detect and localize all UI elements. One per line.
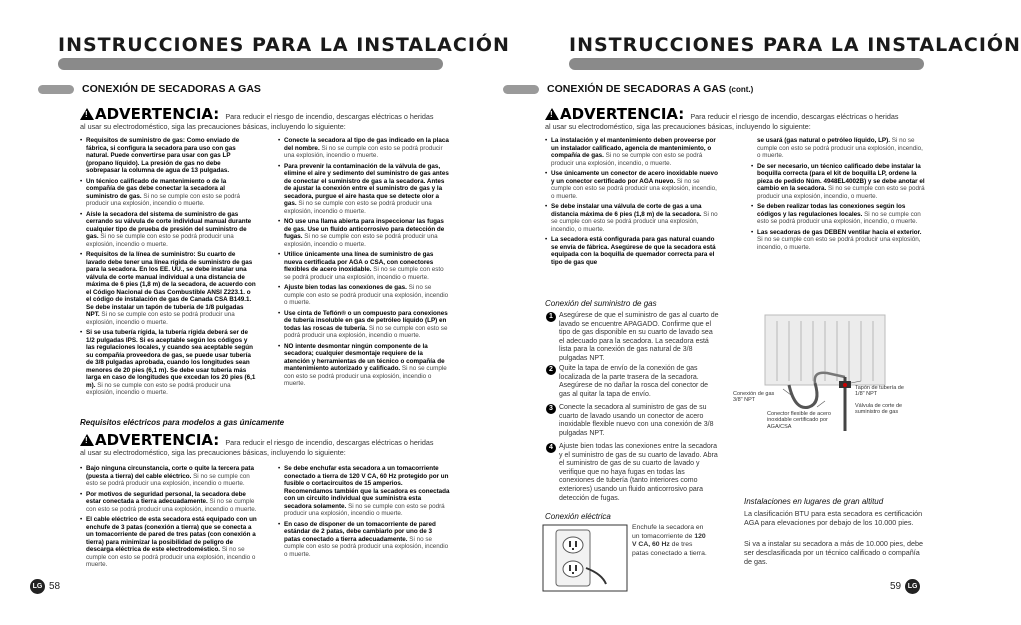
- list-item: [80, 329, 256, 397]
- list-item: [80, 251, 256, 326]
- list-item-bold: Para prevenir la contaminación de la válvula de gas, elimine el aire y sedimento del suministro de gas antes de conectar el suministro de gas a la secadora. Antes de ajustar la conexión entre el suministro de gas y la secadora, purgue el aire hasta que se detecte olor a gas.: [284, 162, 449, 207]
- section-heading: [38, 83, 261, 95]
- list-item-text: Si no se cumple con esto se podrá producir una explosión, incendio o muerte.: [284, 324, 448, 339]
- step-1: [549, 312, 719, 364]
- electric-text: [632, 524, 707, 558]
- page-title: INSTRUCCIONES PARA LA INSTALACIÓN: [569, 34, 1021, 56]
- step-text: Ajuste bien todas las conexiones entre la secadora y el suministro de gas de su cuarto de lavado. Abra el suministro de gas de su cuarto de lavado y verifique que no haya fugas en todas las conexiones de tubería (tanto interiores como exteriores) usando un fluido anticorrosivo para detección de fugas.: [559, 443, 718, 502]
- label-shutoff-valve: Válvula de corte de suministro de gas: [855, 403, 903, 416]
- step-number: 4: [546, 443, 556, 453]
- step-number: 3: [546, 404, 556, 414]
- lg-logo: LG: [905, 579, 920, 594]
- list-item: [278, 310, 450, 340]
- list-item: [80, 178, 256, 208]
- page-title: INSTRUCCIONES PARA LA INSTALACIÓN: [58, 34, 510, 56]
- list-item-bold: Se debe instalar una válvula de corte de gas a una distancia máxima de 6 pies (1,8 m) de la secadora.: [551, 203, 702, 218]
- list-item-text: Si no se cumple con esto se podrá producir una explosión, incendio, o muerte.: [551, 210, 718, 233]
- list-item-text: Si no se cumple con esto se podrá producir una explosión, incendio o muerte.: [86, 381, 231, 396]
- page-number: [30, 579, 60, 594]
- list-item-text: Si no se cumple con esto se podrá producir una explosión, incendio, o muerte.: [757, 236, 921, 251]
- list-item-bold: Se debe enchufar esta secadora a un tomacorriente conectado a tierra de 120 V CA, 60 Hz protegido por un fusible o cortacircuitos de 15 amperios. Recomendamos también que la secadora es conectada con un circuito individual que suministra esta secadora solamente.: [284, 465, 450, 510]
- list-item-text: Si no se cumple con esto se podrá producir una explosión, incendio o muerte.: [284, 284, 449, 306]
- list-item-text: Si no se cumple con esto se podrá producir una explosión, incendio o muerte.: [86, 498, 257, 513]
- altitude-heading: Instalaciones en lugares de gran altitud: [744, 497, 884, 506]
- list-item: [545, 170, 721, 200]
- continued-bold: se usará (gas natural o petróleo líquido, LP).: [757, 137, 890, 144]
- warning-text: Para reducir el riesgo de incendio, descargas eléctricas o heridas al usar su electrodoméstico, siga las precauciones básicas, incluyendo lo siguiente:: [545, 112, 899, 131]
- label-pipe-plug: Tapón de tubería de 1/8" NPT: [855, 385, 904, 398]
- list-item: [278, 521, 450, 559]
- list-item-bold: Bajo ninguna circunstancia, corte o quite la tercera pata (puesta a tierra) del cable eléctrico.: [86, 465, 254, 480]
- step-2: [549, 365, 719, 399]
- list-item-bold: Se deben realizar todas las conexiones según los códigos y las regulaciones locales.: [757, 203, 906, 218]
- step-text: Asegúrese de que el suministro de gas al cuarto de lavado se encuentre APAGADO. Confirme que el tipo de gas disponible en su cuarto de lavado sea el adecuado para la secadora. La secadora está lista para la conexión de gas natural de 3/8 pulgadas NPT.: [559, 312, 719, 362]
- list-item-bold: El cable eléctrico de esta secadora está equipado con un enchufe de 3 patas (conexión a tierra) que se conecta a un tomacorriente de pared de tres patas (con conexión a tierra) para minimizar la posibilidad de peligro de descarga eléctrica de este electrodoméstico.: [86, 516, 257, 553]
- list-item: [80, 211, 256, 249]
- list-item-bold: Utilice únicamente una línea de suministro de gas nueva certificada por AGA o CSA, con conectores flexibles de acero inoxidable.: [284, 251, 434, 273]
- altitude-paragraph-2: Si va a instalar su secadora a más de 10.000 pies, debe ser desclasificada por un técnico calificado o compañía de gas.: [744, 539, 923, 566]
- list-item: [80, 491, 258, 514]
- warning-block: [545, 105, 905, 131]
- step-3: [549, 404, 719, 438]
- section-heading: [503, 83, 753, 95]
- continued-rest: Si no se cumple con esto se podrá producir una explosión, incendio, o muerte.: [757, 137, 923, 159]
- continued-item: [751, 137, 927, 160]
- outlet-icon: [542, 524, 628, 592]
- warning-text: Para reducir el riesgo de incendio, descargas eléctricas o heridas al usar su electrodoméstico, siga las precauciones básicas, incluyendo lo siguiente:: [80, 112, 434, 131]
- label-flex-connector: Conector flexible de acero inoxidable certificado por AGA/CSA: [767, 411, 831, 430]
- section-title: CONEXIÓN DE SECADORAS A GAS: [82, 83, 261, 95]
- list-item-bold: Las secadoras de gas DEBEN ventilar hacia el exterior.: [757, 228, 922, 236]
- list-item: [545, 137, 721, 167]
- list-item-bold: De ser necesario, un técnico calificado debe instalar la boquilla correcta (para el kit de boquilla LP, ordene la pieza de pedido Núm. 4948EL4002B) y se debe anotar el cambio en la secadora.: [757, 162, 925, 192]
- list-item: [545, 203, 721, 233]
- list-item-bold: En caso de disponer de un tomacorriente de pared estándar de 2 patas, debe cambiarlo por uno de 3 patas conectado a tierra adecuadamente.: [284, 520, 436, 543]
- electric-text-bold: 120 V CA, 60 Hz: [632, 532, 706, 548]
- label-gas-connection: Conexión de gas 3/8" NPT: [733, 391, 775, 404]
- electrical-heading: Requisitos eléctricos para modelos a gas únicamente: [80, 418, 285, 427]
- list-item-bold: Requisitos de suministro de gas: Como enviado de fábrica, si configura la secadora para uso con gas natural. Puede convertirse para usar con gas LP (propano líquido). La presión de gas no debe sobrepasar la columna de agua de 13 pulgadas.: [86, 137, 240, 174]
- electric-text-2: de tres patas conectado a tierra.: [632, 541, 707, 557]
- outlet-illustration: [542, 524, 628, 592]
- list-item-text: Si no se cumple con esto se podrá producir una explosión, incendio o muerte.: [86, 546, 256, 568]
- list-item: [751, 203, 927, 226]
- electrical-list-left: [80, 465, 258, 572]
- list-item-bold: NO intente desmontar ningún componente de la secadora; cualquier desmontaje requiere de la atención y herramientas de un técnico o compañía de mantenimiento autorizado y calificado.: [284, 342, 445, 372]
- section-pill: [38, 85, 74, 94]
- list-item-bold: Ajuste bien todas las conexiones de gas.: [284, 284, 407, 291]
- list-item-text: Si no se cumple con esto se podrá producir una explosión, incendio o muerte.: [284, 233, 438, 248]
- list-item: [278, 137, 450, 160]
- step-number: 2: [546, 365, 556, 375]
- list-item-bold: Si se usa tubería rígida, la tubería rígida deberá ser de 1/2 pulgadas IPS. Si es aceptable según los códigos y las regulaciones locales, y cuando sea aceptable según su compañía proveedora de gas, se puede usar tubería de 3/8 pulgadas aprobada, cuando los longitudes sean menores de 20 pies (6,1 m). Se debe usar tubería más larga en caso de longitudes que excedan los 20 pies (6,1 m).: [86, 329, 256, 389]
- warning-block-2: [80, 431, 440, 457]
- list-item-bold: NO use una llama abierta para inspeccionar las fugas de gas. Use un fluido anticorrosivo para detección de fugas.: [284, 218, 445, 240]
- warning-heading: ADVERTENCIA:: [560, 105, 685, 123]
- step-number: 1: [546, 312, 556, 322]
- list-item-bold: La instalación y el mantenimiento deben proveerse por un instalador calificado, agencia de mantenimiento, o compañía de gas.: [551, 137, 716, 159]
- list-item-bold: Use únicamente un conector de acero inoxidable nuevo y un conector certificado por AGA nuevo.: [551, 170, 718, 185]
- list-item-bold: Conecte la secadora al tipo de gas indicado en la placa del nombre.: [284, 137, 449, 152]
- warning-list-left: [545, 137, 721, 269]
- page-number: [890, 579, 920, 594]
- section-title: [547, 83, 753, 95]
- list-item: [278, 343, 450, 388]
- warning-list-right: [278, 137, 450, 391]
- list-item: [278, 465, 450, 518]
- list-item-text: Si no se cumple con esto se podrá producir una explosión, incendio o muerte.: [86, 233, 234, 248]
- step-text: Conecte la secadora al suministro de gas de su cuarto de lavado usando un conector de acero inoxidable flexible nuevo con una conexión de 3/8 pulgadas NPT.: [559, 404, 714, 437]
- page-number-text: 59: [890, 581, 902, 592]
- warning-block: [80, 105, 440, 131]
- list-item-text: Si no se cumple con esto se podrá producir una explosión, incendio o muerte.: [284, 144, 443, 159]
- page-number-text: 58: [49, 581, 61, 592]
- warning-text: Para reducir el riesgo de incendio, descargas eléctricas o heridas al usar su electrodoméstico, siga las precauciones básicas, incluyendo lo siguiente:: [80, 438, 434, 457]
- list-item: [751, 163, 927, 201]
- electrical-list-right: [278, 465, 450, 561]
- list-item-text: Si no se cumple con esto se podrá producir una explosión, incendio o muerte.: [284, 535, 449, 558]
- warning-icon: [80, 108, 94, 120]
- list-item: [80, 465, 258, 488]
- list-item: [278, 163, 450, 216]
- right-page: [477, 0, 1021, 625]
- list-item-text: Si no se cumple con esto se podrá producir una explosión, incendio o muerte.: [284, 266, 444, 281]
- list-item-text: Si no se cumple con esto se podrá producir una explosión, incendio o muerte.: [284, 200, 432, 215]
- left-page: [0, 0, 510, 625]
- list-item: [545, 236, 721, 266]
- step-text: Quite la tapa de envío de la conexión de gas localizada de la parte trasera de la secadora. Asegúrese de no dañar la rosca del conector de gas al quitar la tapa de envío.: [559, 365, 709, 398]
- list-item: [278, 218, 450, 248]
- warning-icon: [545, 108, 559, 120]
- section-pill: [503, 85, 539, 94]
- list-item-text: Si no se cumple con esto se podrá producir una explosión, incendio, o muerte.: [551, 177, 717, 200]
- list-item-bold: Aísle la secadora del sistema de suministro de gas cerrando su válvula de corte individual manual durante cualquier tipo de prueba de presión del suministro de gas.: [86, 210, 252, 240]
- list-item: [278, 284, 450, 307]
- warning-list-right: [751, 137, 927, 254]
- warning-icon: [80, 434, 94, 446]
- list-item-text: Si no se cumple con esto se podrá producir una explosión, incendio o muerte.: [86, 311, 235, 326]
- title-bar: [58, 58, 443, 70]
- list-item: [80, 137, 256, 175]
- list-item-bold: Por motivos de seguridad personal, la secadora debe estar conectada a tierra adecuadamente.: [86, 490, 246, 505]
- warning-heading: ADVERTENCIA:: [95, 431, 220, 449]
- section-title-text: CONEXIÓN DE SECADORAS A GAS: [547, 83, 726, 95]
- list-item: [278, 251, 450, 281]
- electric-text-1: Enchufe la secadora en un tomacorriente de: [632, 524, 704, 540]
- lg-logo: LG: [30, 579, 45, 594]
- list-item-bold: Use cinta de Teflón® o un compuesto para conexiones de tubería insoluble en gas de petróleo líquido (LP) en todas las roscas de tubería.: [284, 309, 448, 332]
- list-item-bold: La secadora está configurada para gas natural cuando se envía de fábrica. Asegúrese de que la secadora está equipada con la boquilla de quemador correcta para el tipo de gas que: [551, 236, 716, 266]
- list-item: [80, 516, 258, 569]
- list-item-text: Si no se cumple con esto se podrá producir una explosión, incendio o muerte.: [284, 365, 447, 387]
- warning-heading: ADVERTENCIA:: [95, 105, 220, 123]
- electric-heading: Conexión eléctrica: [545, 512, 611, 521]
- list-item-text: Si no se cumple con esto se podrá producir una explosión, incendio, o muerte.: [551, 152, 703, 167]
- list-item-text: Si no se cumple con esto se podrá producir una explosión, incendio o muerte.: [86, 472, 250, 487]
- list-item-text: Si no se cumple con esto se podrá producir una explosión, incendio, o muerte.: [757, 210, 921, 225]
- supply-heading: Conexión del suministro de gas: [545, 299, 657, 308]
- step-4: [549, 443, 719, 503]
- warning-list-left: [80, 137, 256, 400]
- altitude-paragraph-1: La clasificación BTU para esta secadora es certificación AGA para elevaciones por debajo de los 10.000 pies.: [744, 509, 923, 527]
- title-bar: [569, 58, 924, 70]
- list-item-text: Si no se cumple con esto se podrá producir una explosión, incendio o muerte.: [284, 502, 445, 517]
- list-item-text: Si no se cumple con esto se podrá producir una explosión, incendio o muerte.: [86, 192, 240, 207]
- list-item-bold: Un técnico calificado de mantenimiento o de la compañía de gas debe conectar la secadora al suministro de gas.: [86, 177, 227, 200]
- gas-connection-diagram: [733, 311, 912, 441]
- section-title-suffix: (cont.): [728, 85, 754, 94]
- list-item-text: Si no se cumple con esto se podrá producir una explosión, incendio, o muerte.: [757, 185, 925, 200]
- list-item-bold: Requisitos de la línea de suministro: Su cuarto de lavado debe tener una línea rígida de suministro de gas para la secadora. En los EE. UU., se debe instalar una válvula de corte manual individual a una distancia de máxima de 6 pies (1,8 m) de la secadora, de acuerdo con el Código Nacional de Gas Combustible ANSI Z223.1. o el código de instalación de gas de Canada CSA B149.1. Se debe instalar un tapón de tubería de 1/8 pulgadas NPT.: [86, 251, 256, 318]
- list-item: [751, 229, 927, 252]
